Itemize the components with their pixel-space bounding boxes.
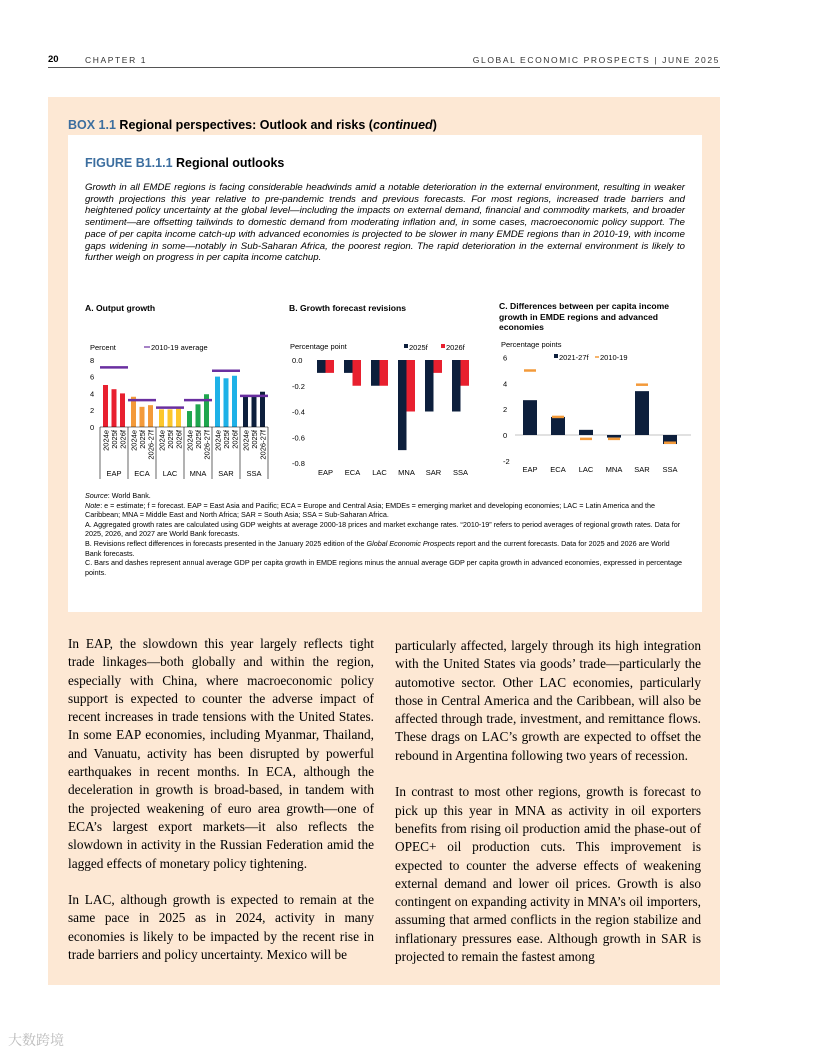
x-category-label: LAC [578, 465, 594, 474]
bar-2026f-eca [353, 360, 362, 386]
note-b-start: B. Revisions reflect differences in forecasts presented in the January 2025 edition of the [85, 538, 367, 548]
y-tick-label: 2 [503, 405, 508, 415]
bar-2025f-sar [425, 360, 434, 412]
x-category-label: SAR [425, 468, 442, 477]
figure-panel [68, 135, 702, 612]
y-tick-label: 4 [503, 379, 508, 389]
box-title [68, 118, 437, 132]
bar-eap [523, 400, 537, 435]
x-tick-label: 2025f [166, 430, 175, 449]
y-tick-label: -0.8 [292, 459, 305, 468]
box-label: BOX 1.1 [68, 118, 116, 132]
legend-label: 2010-19 [600, 353, 628, 362]
x-tick-label: 2025f [250, 430, 259, 449]
bar-sar [224, 378, 229, 427]
x-tick-label: 2026f [118, 430, 128, 449]
bar-mna [187, 411, 192, 427]
y-tick-label: 2 [90, 406, 95, 416]
x-category-label: MNA [605, 465, 623, 474]
y-tick-label: 4 [90, 389, 95, 399]
y-axis-label: Percent [90, 343, 116, 352]
note-a: A. Aggregated growth rates are calculated using GDP weights at average 2000-18 prices and market exchange rates. “2010-19” refers to period averages of regional growth rates. Data for 2025, 2026, and 2027 are World Bank forecasts. [85, 519, 681, 539]
x-category-label: ECA [550, 465, 566, 474]
x-tick-label: 2024e [241, 430, 251, 451]
legend-average-label: 2010-19 average [151, 343, 208, 352]
note-text: : e = estimate; f = forecast. EAP = East Asia and Pacific; ECA = Europe and Central Asia; EMDEs = emerging market and developing economies; LAC = Latin America and the Caribbean; MNA = Middle East and North Africa; SAR = South Asia; SSA = Sub-Saharan Africa. [85, 500, 655, 520]
y-tick-label: -0.2 [292, 381, 305, 391]
bar-lac [159, 409, 164, 427]
bar-eap [120, 393, 125, 427]
x-tick-label: 2025f [110, 430, 119, 449]
group-label: LAC [162, 469, 178, 478]
figure-label: FIGURE B1.1.1 [85, 156, 173, 170]
y-tick-label: 6 [503, 353, 508, 363]
publication-title: GLOBAL ECONOMIC PROSPECTS | JUNE 2025 [472, 55, 720, 65]
y-tick-label: 0 [90, 423, 95, 432]
y-tick-label: -0.6 [292, 433, 305, 443]
note-b-end: report and the current forecasts. Data for 2025 and 2026 are World Bank forecasts. [85, 538, 670, 558]
chart-c-title: C. Differences between per capita income growth in EMDE regions and advanced economies [499, 301, 670, 332]
y-axis-label: Percentage point [290, 342, 347, 351]
group-label: SSA [246, 469, 262, 478]
bar-lac [168, 409, 173, 427]
source-label: Source [85, 491, 108, 500]
bar-2026f-mna [407, 360, 416, 412]
bar-sar [232, 376, 237, 427]
x-tick-label: 2024e [129, 430, 139, 451]
bar-sar [635, 391, 649, 435]
bar-eca [140, 407, 145, 427]
x-category-label: LAC [372, 468, 387, 477]
bar-eap [112, 389, 117, 427]
bar-2025f-eap [317, 360, 326, 373]
bar-2026f-ssa [461, 360, 470, 386]
x-category-label: MNA [398, 468, 415, 477]
x-tick-label: 2026f [174, 430, 184, 449]
legend-swatch-2025f [404, 344, 408, 348]
chapter-label: CHAPTER 1 [85, 55, 148, 65]
note-b [85, 539, 685, 558]
y-tick-label: -0.4 [292, 407, 305, 417]
paragraph: particularly affected, largely through its high integration with the United States via goods’ trade—particularly the automotive sector. Other LAC economies, particularly those in Central America and the Caribbean, will also be affected through trade, investment, and remittance flows. These drags on LAC’s growth are expected to offset the rebound in Argentina following two years of recession. [395, 638, 701, 763]
paragraph: In EAP, the slowdown this year largely reflects tight trade linkages—both globally and within the region, especially with China, where macroeconomic policy support is expected to counter the adverse impact of recent increases in trade tensions with the United States. In some EAP economies, including Myanmar, Thailand, and Vanuatu, activity has been disrupted by powerful earthquakes in recent months. In ECA, although the deceleration in growth is broad-based, in tandem with the projected weakening of euro area growth—one of ECA’s largest export markets—it also reflects the slowdown in activity in the Russian Federation amid the lagged effects of monetary policy tightening. [68, 636, 374, 871]
group-label: MNA [189, 469, 207, 478]
y-tick-label: 0.0 [292, 356, 303, 365]
paragraph: In contrast to most other regions, growth is forecast to pick up this year in MNA as activity in oil exporters benefits from rising oil production amid the phase-out of OPEC+ oil production cuts. This improvement is expected to counter the adverse effects of weakening external demand and lower oil prices. Growth is also contingent on expanding activity in MNA’s oil importers, assuming that armed conflicts in the region stabilize and inflationary pressures ease. Although growth in SAR is projected to remain the fastest among [395, 784, 701, 965]
bar-2025f-mna [398, 360, 407, 450]
legend-label: 2025f [409, 343, 428, 352]
bar-lac [176, 407, 181, 427]
source-text: : World Bank. [107, 491, 151, 500]
y-tick-label: 0 [503, 431, 508, 440]
x-tick-label: 2026-27f [202, 430, 212, 460]
group-label: SAR [218, 469, 234, 478]
box-title-end: ) [432, 118, 437, 132]
x-tick-label: 2024e [213, 430, 223, 451]
bar-2025f-eca [344, 360, 353, 373]
bar-sar [215, 377, 220, 427]
legend-swatch-2026f [441, 344, 445, 348]
bar-mna [607, 435, 621, 438]
x-tick-label: 2024e [157, 430, 167, 451]
y-tick-label: -2 [503, 456, 510, 466]
legend-label: 2026f [446, 343, 465, 352]
legend-swatch-bars [554, 354, 558, 358]
figure-notes [85, 491, 685, 577]
x-tick-label: 2026-27f [258, 430, 268, 460]
bar-ssa [252, 397, 257, 427]
body-right-column [395, 637, 701, 985]
page-header [48, 54, 720, 68]
bar-2026f-sar [434, 360, 443, 373]
note-c: C. Bars and dashes represent annual average GDP per capita growth in EMDE regions minus the annual average GDP per capita growth in advanced economies, expressed in percentage points. [85, 558, 683, 577]
x-tick-label: 2025f [138, 430, 147, 449]
figure-title-text: Regional outlooks [176, 156, 285, 170]
abbrev-note [85, 501, 685, 520]
box-title-italic: continued [372, 118, 433, 132]
group-label: EAP [106, 469, 122, 478]
bar-eca [551, 417, 565, 435]
paragraph: In LAC, although growth is expected to remain at the same pace in 2025 as in 2024, activity in many economies is likely to be impacted by the recent rise in trade barriers and policy uncertainty. Mexico will be [68, 892, 374, 963]
bar-2025f-ssa [452, 360, 461, 412]
page-number: 20 [48, 54, 59, 65]
note-b-italic: Global Economic Prospects [366, 538, 455, 548]
x-tick-label: 2026f [230, 430, 240, 449]
bar-2026f-lac [380, 360, 389, 386]
watermark: 大数跨境 [8, 1032, 64, 1048]
note-label: Note [85, 500, 101, 510]
y-tick-label: 8 [90, 355, 95, 365]
bar-mna [196, 404, 201, 427]
y-axis-label: Percentage points [501, 340, 562, 349]
figure-description: Growth in all EMDE regions is facing considerable headwinds amid a notable deterioration in the external environment, resulting in weaker growth projections this year relative to pre-pandemic trends and previous forecasts. For most regions, increased trade barriers and heightened policy uncertainty at the global level—including the impacts on external demand, financial and commodity markets, and broader sentiment—are offsetting tailwinds to domestic demand from moderating inflation and, in some cases, macroeconomic policy support. The pace of per capita income catch-up with advanced economies is projected to be slower in many EMDE regions than in 2010-19, with income gaps widening in some—notably in Sub-Saharan Africa, the poorest region. The rapid deterioration in the external environment is likely to further weigh on progress in per capita income catchup. [85, 182, 685, 264]
x-category-label: EAP [522, 465, 538, 474]
x-category-label: SSA [662, 465, 678, 474]
x-category-label: ECA [344, 468, 361, 477]
group-label: ECA [134, 469, 150, 478]
x-category-label: SAR [634, 465, 650, 474]
x-tick-label: 2026-27f [146, 430, 156, 460]
x-tick-label: 2025f [222, 430, 231, 449]
bar-eap [103, 385, 108, 427]
chart-a-title: A. Output growth [85, 303, 156, 313]
bar-ssa [243, 397, 248, 427]
bar-eca [148, 405, 153, 427]
source-note [85, 491, 685, 501]
y-tick-label: 6 [90, 372, 95, 382]
x-tick-label: 2024e [185, 430, 195, 451]
x-tick-label: 2025f [194, 430, 203, 449]
x-tick-label: 2024e [101, 430, 111, 451]
legend-label: 2021-27f [559, 353, 589, 362]
box-title-text: Regional perspectives: Outlook and risks ( [119, 118, 373, 132]
body-left-column [68, 635, 374, 983]
bar-2025f-lac [371, 360, 380, 386]
bar-lac [579, 430, 593, 435]
x-category-label: EAP [317, 468, 334, 477]
chart-b-title: B. Growth forecast revisions [289, 303, 407, 313]
x-category-label: SSA [452, 468, 469, 477]
bar-2026f-eap [326, 360, 335, 373]
